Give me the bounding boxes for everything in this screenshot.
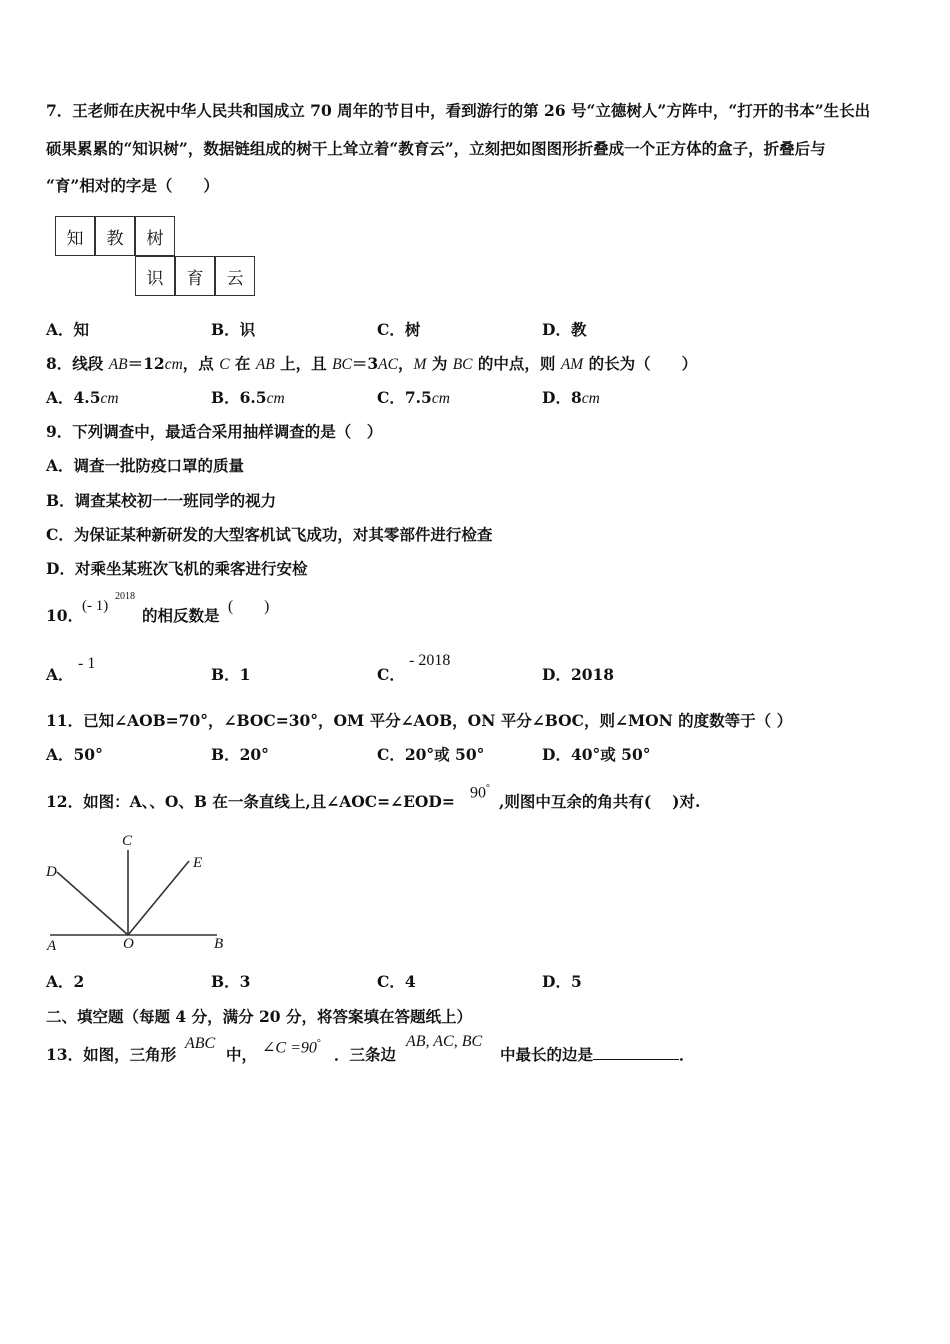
q7-option-d[interactable]: D．教: [542, 320, 587, 339]
q10-option-a-math: - 1: [78, 655, 96, 672]
label-o: O: [123, 936, 134, 952]
q10-number: 10．: [46, 606, 84, 625]
q10-exponent: 2018: [115, 591, 135, 602]
q7-option-a[interactable]: A．知: [46, 320, 90, 339]
q11-stem: 11．已知∠AOB=70°，∠BOC=30°，OM 平分∠AOB，ON 平分∠BOC，则∠MON 的度数等于（ ）: [46, 711, 793, 730]
q12-angle-figure: [40, 830, 240, 960]
q13-answer-blank[interactable]: [593, 1045, 679, 1060]
ray-oe: [128, 861, 189, 935]
section-2-title: 二、填空题（每题 4 分，满分 20 分，将答案填在答题纸上）: [46, 1007, 472, 1026]
q7-stem-line-3: “育”相对的字是（ ）: [46, 176, 219, 195]
net-cell-shu: 树: [135, 216, 175, 256]
q13-text-part-2: 中，: [226, 1045, 258, 1064]
q13-triangle-abc: ABC: [185, 1035, 216, 1052]
q10-option-b[interactable]: B．1: [211, 665, 251, 684]
q9-option-c[interactable]: C．为保证某种新研发的大型客机试飞成功，对其零部件进行检查: [46, 525, 493, 544]
net-cell-yu: 育: [175, 256, 215, 296]
ray-od: [57, 872, 128, 935]
q12-option-a[interactable]: A．2: [46, 972, 85, 991]
q13-sides: AB, AC, BC: [406, 1033, 483, 1050]
net-cell-zhi: 知: [55, 216, 95, 256]
label-e: E: [193, 855, 203, 871]
q11-option-d[interactable]: D．40°或 50°: [542, 745, 651, 764]
q12-stem-part-a: 12．如图：A、、O、B 在一条直线上,且∠AOC=∠EOD=: [46, 792, 455, 811]
q8-option-d[interactable]: D．8cm: [542, 388, 600, 407]
q10-option-c-math: - 2018: [409, 652, 451, 669]
q10-option-c[interactable]: C．: [377, 665, 405, 684]
q7-stem-line-2: 硕果累累的“知识树”，数据链组成的树干上耸立着“教育云”，立刻把如图图形折叠成一个正方体的盒子，折叠后与: [46, 139, 826, 158]
q9-stem: 9．下列调查中，最适合采用抽样调查的是（ ）: [46, 422, 383, 441]
q13-angle-c: ∠C =90°: [262, 1038, 321, 1057]
q7-option-b[interactable]: B．识: [211, 320, 256, 339]
q9-option-d[interactable]: D．对乘坐某班次飞机的乘客进行安检: [46, 559, 308, 578]
q9-option-a[interactable]: A．调查一批防疫口罩的质量: [46, 456, 245, 475]
q9-option-b[interactable]: B．调查某校初一一班同学的视力: [46, 491, 277, 510]
q13-text-part-1: 13．如图，三角形: [46, 1045, 177, 1064]
q13-text-part-4: 中最长的边是 ．: [500, 1045, 695, 1064]
q7-option-c[interactable]: C．树: [377, 320, 421, 339]
q12-option-d[interactable]: D．5: [542, 972, 582, 991]
q8-stem: 8．线段 AB＝12cm，点 C 在 AB 上，且 BC＝3AC，M 为 BC 的中点，则 AM 的长为（ ）: [46, 354, 698, 373]
label-d: D: [46, 864, 57, 880]
q12-option-b[interactable]: B．3: [211, 972, 251, 991]
label-c: C: [122, 833, 133, 849]
net-cell-jiao: 教: [95, 216, 135, 256]
q12-stem-part-b: ,则图中互余的角共有( )对.: [499, 792, 701, 811]
q12-option-c[interactable]: C．4: [377, 972, 416, 991]
net-cell-shi: 识: [135, 256, 175, 296]
q8-option-b[interactable]: B．6.5cm: [211, 388, 285, 407]
q11-option-c[interactable]: C．20°或 50°: [377, 745, 485, 764]
q7-stem-line-1: 7．王老师在庆祝中华人民共和国成立 70 周年的节目中，看到游行的第 26 号“立德树人”方阵中，“打开的书本”生长出: [46, 101, 871, 120]
q10-base: (- 1): [82, 598, 109, 614]
q10-option-d[interactable]: D．2018: [542, 665, 615, 684]
q8-option-c[interactable]: C．7.5cm: [377, 388, 450, 407]
q11-option-b[interactable]: B．20°: [211, 745, 269, 764]
net-cell-yun: 云: [215, 256, 255, 296]
label-a: A: [47, 938, 57, 954]
q10-text: 的相反数是: [142, 606, 220, 625]
q8-option-a[interactable]: A．4.5cm: [46, 388, 119, 407]
q12-degree-value: 90°: [470, 783, 490, 802]
label-b: B: [214, 936, 224, 952]
q11-option-a[interactable]: A．50°: [46, 745, 103, 764]
q13-text-part-3: ．三条边: [334, 1045, 397, 1064]
q10-option-a[interactable]: A．: [46, 665, 74, 684]
q10-paren: ( ): [228, 598, 270, 615]
